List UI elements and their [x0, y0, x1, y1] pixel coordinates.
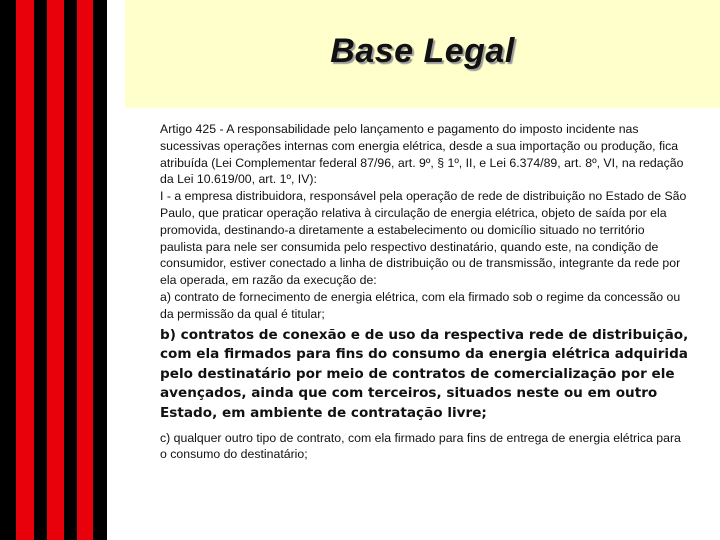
stripe-red-3	[77, 0, 93, 540]
stripe-black-3	[64, 0, 77, 540]
paragraph-artigo-425: Artigo 425 - A responsabilidade pelo lançamento e pagamento do imposto incidente nas sucessivas operações internas com energia elétrica, desde a sua importação ou produção, fica atribuída (Lei Complementar federal 87/96, art. 9º, § 1º, II, e Lei 6.374/89, art. 8º, VI, na redação da Lei 10.619/00, art. 1º, IV):	[160, 122, 684, 187]
paragraph-inciso-i: I - a empresa distribuidora, responsável pela operação de rede de distribuição no Estado de São Paulo, que praticar operação relativa à circulação de energia elétrica, objeto de saída por ela promovida, destinando-a diretamente a estabelecimento ou domicílio situado no território paulista para nele ser consumida pelo respectivo destinatário, quando este, na condição de consumidor, estiver conectado a linha de distribuição ou de transmissão, integrante da rede por ela operada, em razão da execução de:	[160, 189, 687, 288]
paragraph-alinea-b-emphasized: b) contratos de conexão e de uso da respectiva rede de distribuição, com ela firmados para fins do consumo da energia elétrica adquirida pelo destinatário por meio de contratos de comercialização por ele avençados, ainda que com terceiros, situados neste ou em outro Estado, em ambiente de contratação livre;	[160, 326, 689, 421]
stripe-red-1	[16, 0, 34, 540]
slide-body	[160, 121, 690, 463]
slide-title: Base Legal	[330, 32, 515, 70]
paragraph-alinea-a: a) contrato de fornecimento de energia elétrica, com ela firmado sob o regime da concessão ou da permissão da qual é titular;	[160, 289, 681, 321]
paragraph-alinea-c: c) qualquer outro tipo de contrato, com ela firmado para fins de entrega de energia elétrica para o consumo do destinatário;	[160, 430, 681, 462]
stripe-red-2	[47, 0, 64, 540]
stripe-black-2	[34, 0, 47, 540]
stripe-black-1	[0, 0, 16, 540]
stripe-black-4	[93, 0, 107, 540]
